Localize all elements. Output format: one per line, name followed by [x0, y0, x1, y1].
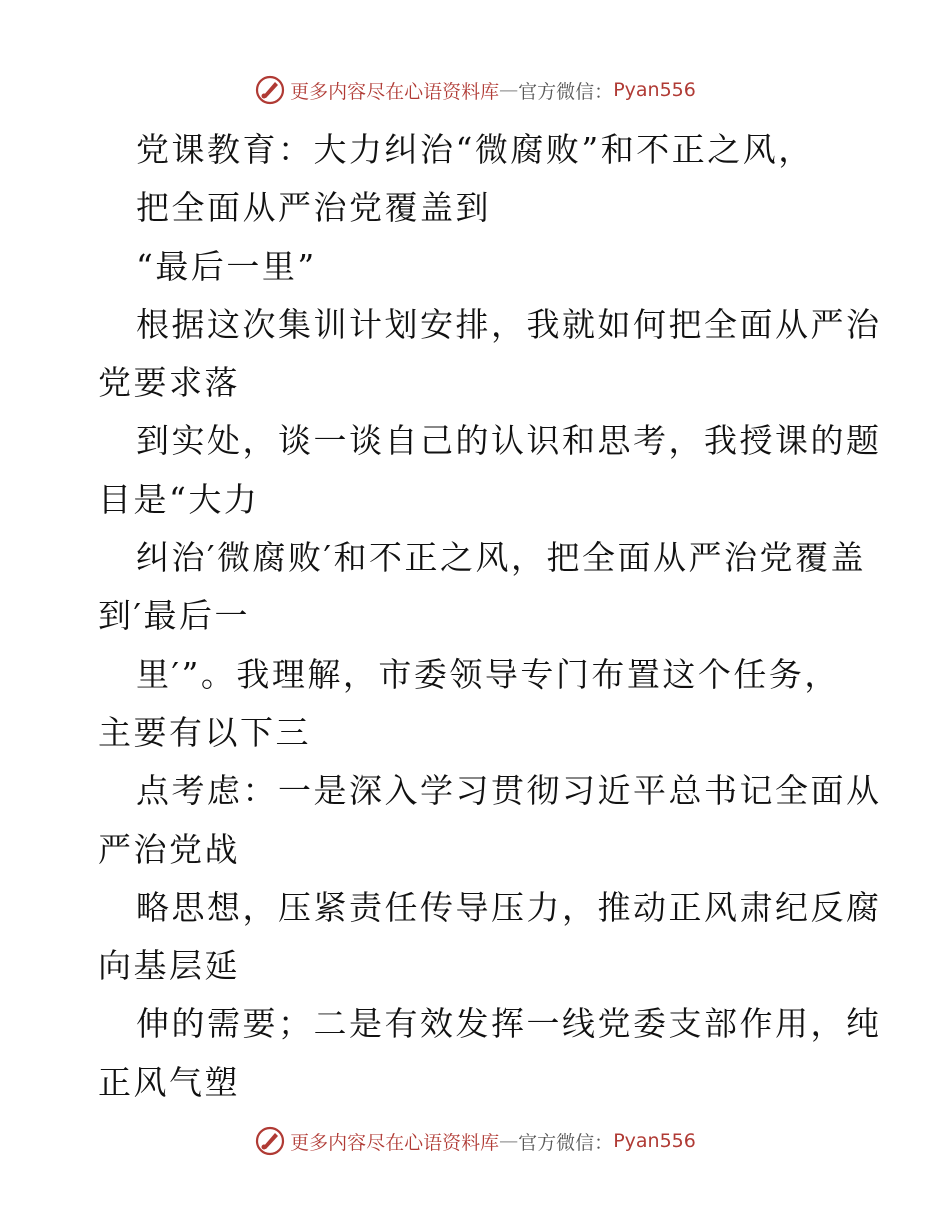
paragraph-line: 点考虑：一是深入学习贯彻习近平总书记全面从 [136, 771, 882, 811]
title-line-2: 把全面从严治党覆盖到 [136, 188, 491, 228]
header-watermark [0, 70, 950, 110]
paragraph-line: 向基层延 [98, 946, 240, 986]
paragraph-line: 到实处，谈一谈自己的认识和思考，我授课的题 [136, 421, 882, 461]
quill-seal-icon [254, 1125, 286, 1157]
watermark-label: 官方微信： [518, 1131, 614, 1154]
quill-seal-icon [254, 74, 286, 106]
watermark-account: Pyan556 [613, 79, 696, 101]
paragraph-line: 到′最后一 [98, 596, 250, 636]
title-line-1: 党课教育：大力纠治“微腐败”和不正之风， [136, 130, 814, 169]
paragraph-line: 里′”。我理解，市委领导专门布置这个任务， [136, 654, 840, 694]
watermark-text: 更多内容尽在心语资料库 [290, 1131, 500, 1154]
paragraph-line: 伸的需要；二是有效发挥一线党委支部作用，纯 [136, 1004, 882, 1044]
paragraph-line: 目是“大力 [98, 479, 260, 519]
paragraph-line: 略思想，压紧责任传导压力，推动正风肃纪反腐 [136, 887, 882, 927]
watermark-label: 官方微信： [518, 80, 614, 103]
paragraph-line: 纠治′微腐败′和不正之风，把全面从严治党覆盖 [136, 538, 866, 578]
watermark-text: 更多内容尽在心语资料库 [290, 80, 500, 103]
footer-watermark [0, 1121, 950, 1161]
document-body [98, 121, 882, 1112]
paragraph-line: 党要求落 [98, 363, 240, 403]
paragraph-line: 严治党战 [98, 829, 240, 869]
paragraph-line: 主要有以下三 [98, 712, 311, 752]
title-line-3: “最后一里” [136, 246, 317, 286]
paragraph-line: 根据这次集训计划安排，我就如何把全面从严治 [136, 304, 882, 344]
watermark-account: Pyan556 [613, 1130, 696, 1152]
watermark-dash: — [499, 1130, 519, 1152]
watermark-dash: — [499, 79, 519, 101]
paragraph-line: 正风气塑 [98, 1062, 240, 1102]
